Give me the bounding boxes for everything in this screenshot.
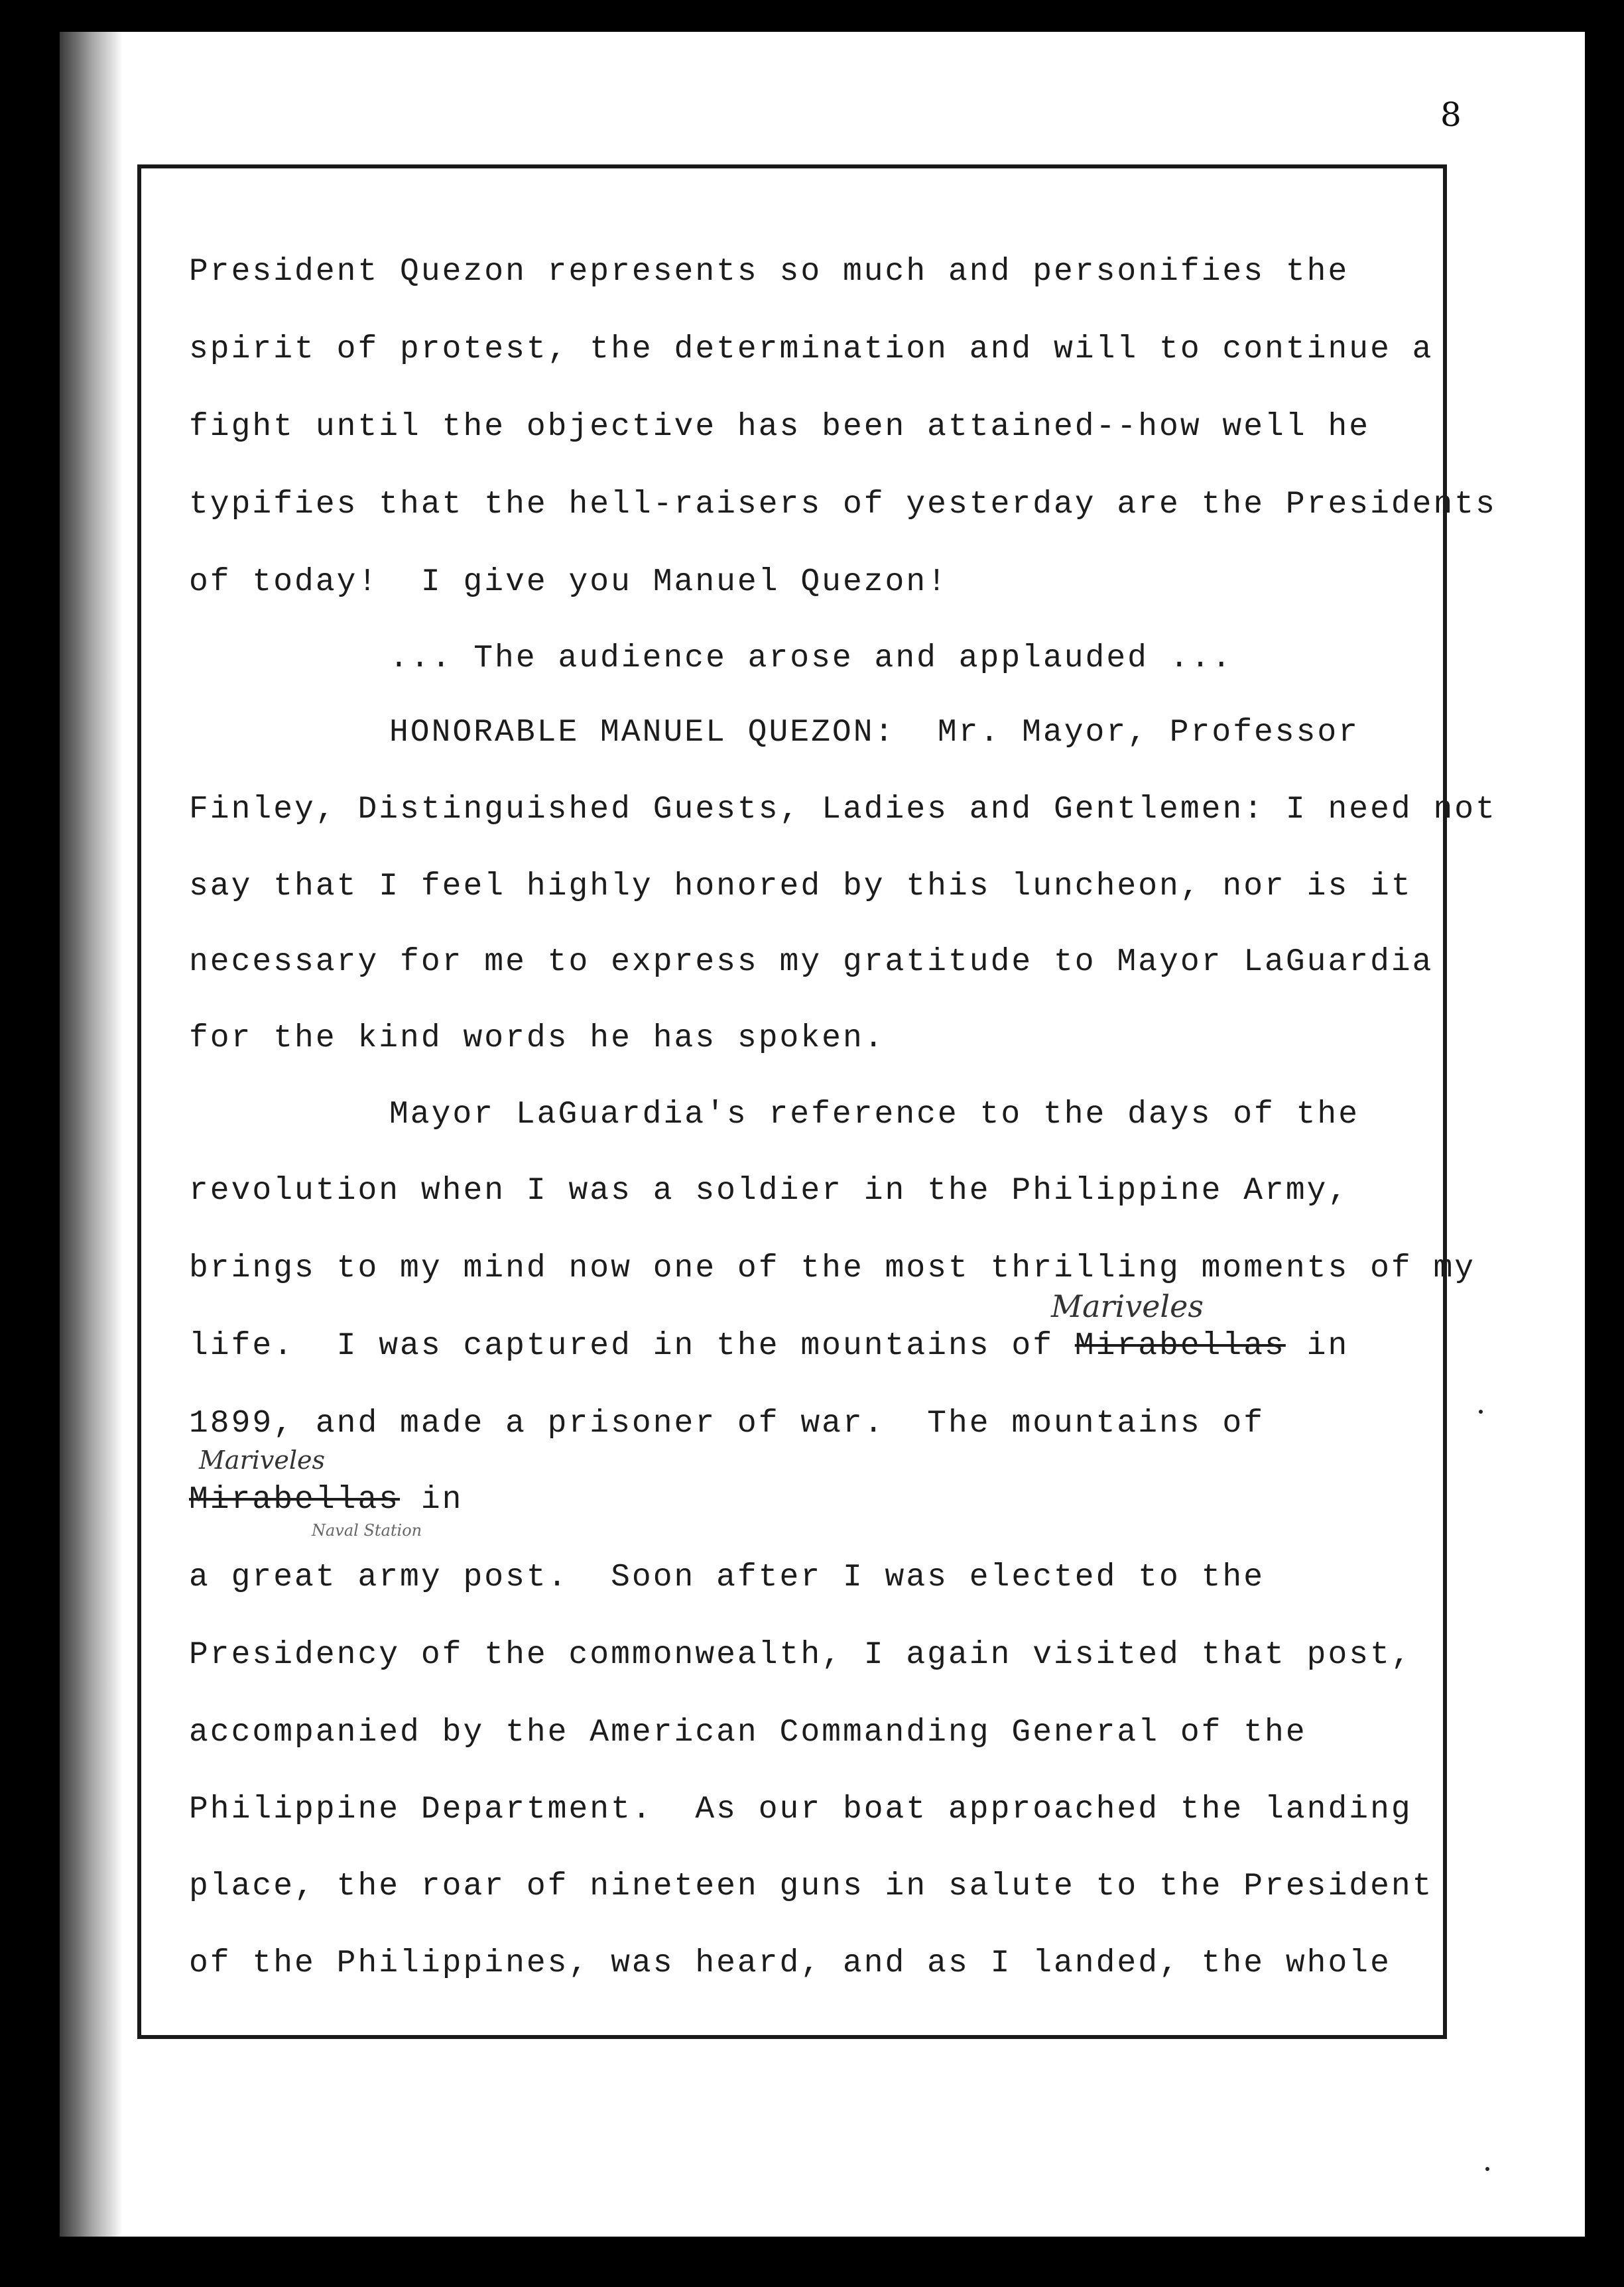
- text-segment: in: [400, 1482, 464, 1518]
- speaker-heading-line: HONORABLE MANUEL QUEZON: Mr. Mayor, Professor: [389, 715, 1360, 751]
- text-line: fight until the objective has been attained--how well he: [189, 409, 1371, 445]
- text-line: a great army post. Soon after I was elected to the: [189, 1560, 1265, 1595]
- text-line: Mayor LaGuardia's reference to the days of the: [389, 1097, 1360, 1133]
- text-line: ... The audience arose and applauded ...: [389, 641, 1233, 676]
- text-line: of today! I give you Manuel Quezon!: [189, 564, 948, 600]
- scan-speck: [1479, 1410, 1483, 1414]
- text-line: typifies that the hell-raisers of yesterday are the Presidents: [189, 487, 1497, 523]
- text-line: say that I feel highly honored by this luncheon, nor is it: [189, 869, 1412, 904]
- text-line-with-correction: [189, 1482, 463, 1518]
- text-line: of the Philippines, was heard, and as I landed, the whole: [189, 1946, 1391, 1981]
- text-line: Presidency of the commonwealth, I again visited that post,: [189, 1637, 1412, 1673]
- text-line: President Quezon represents so much and personifies the: [189, 254, 1349, 290]
- text-line: 1899, and made a prisoner of war. The mountains of: [189, 1406, 1265, 1442]
- text-line: spirit of protest, the determination and will to continue a: [189, 332, 1434, 367]
- struck-word: Mirabellas: [1074, 1328, 1286, 1364]
- text-line: brings to my mind now one of the most thrilling moments of my: [189, 1251, 1476, 1286]
- text-line: place, the roar of nineteen guns in salute to the President: [189, 1869, 1434, 1904]
- handwritten-correction: Mariveles: [199, 1446, 325, 1475]
- text-line: Philippine Department. As our boat approached the landing: [189, 1792, 1412, 1827]
- text-segment: in: [1285, 1328, 1349, 1364]
- text-line: revolution when I was a soldier in the Philippine Army,: [189, 1173, 1349, 1209]
- text-line: necessary for me to express my gratitude to Mayor LaGuardia: [189, 944, 1434, 980]
- text-line: for the kind words he has spoken.: [189, 1020, 885, 1056]
- document-page: [60, 32, 1585, 2237]
- handwritten-note: Naval Station: [312, 1521, 422, 1540]
- struck-word: Mirabellas: [189, 1482, 401, 1518]
- text-line: accompanied by the American Commanding General of the: [189, 1715, 1307, 1751]
- text-line: Finley, Distinguished Guests, Ladies and Gentlemen: I need not: [189, 792, 1497, 828]
- handwritten-correction: Mariveles: [1051, 1288, 1204, 1324]
- scan-edge-shadow: [60, 32, 123, 2237]
- text-segment: life. I was captured in the mountains of: [189, 1328, 1075, 1364]
- scan-speck: [1485, 2167, 1489, 2171]
- page-number: 8: [1440, 95, 1462, 134]
- text-line-with-correction: [189, 1328, 1349, 1364]
